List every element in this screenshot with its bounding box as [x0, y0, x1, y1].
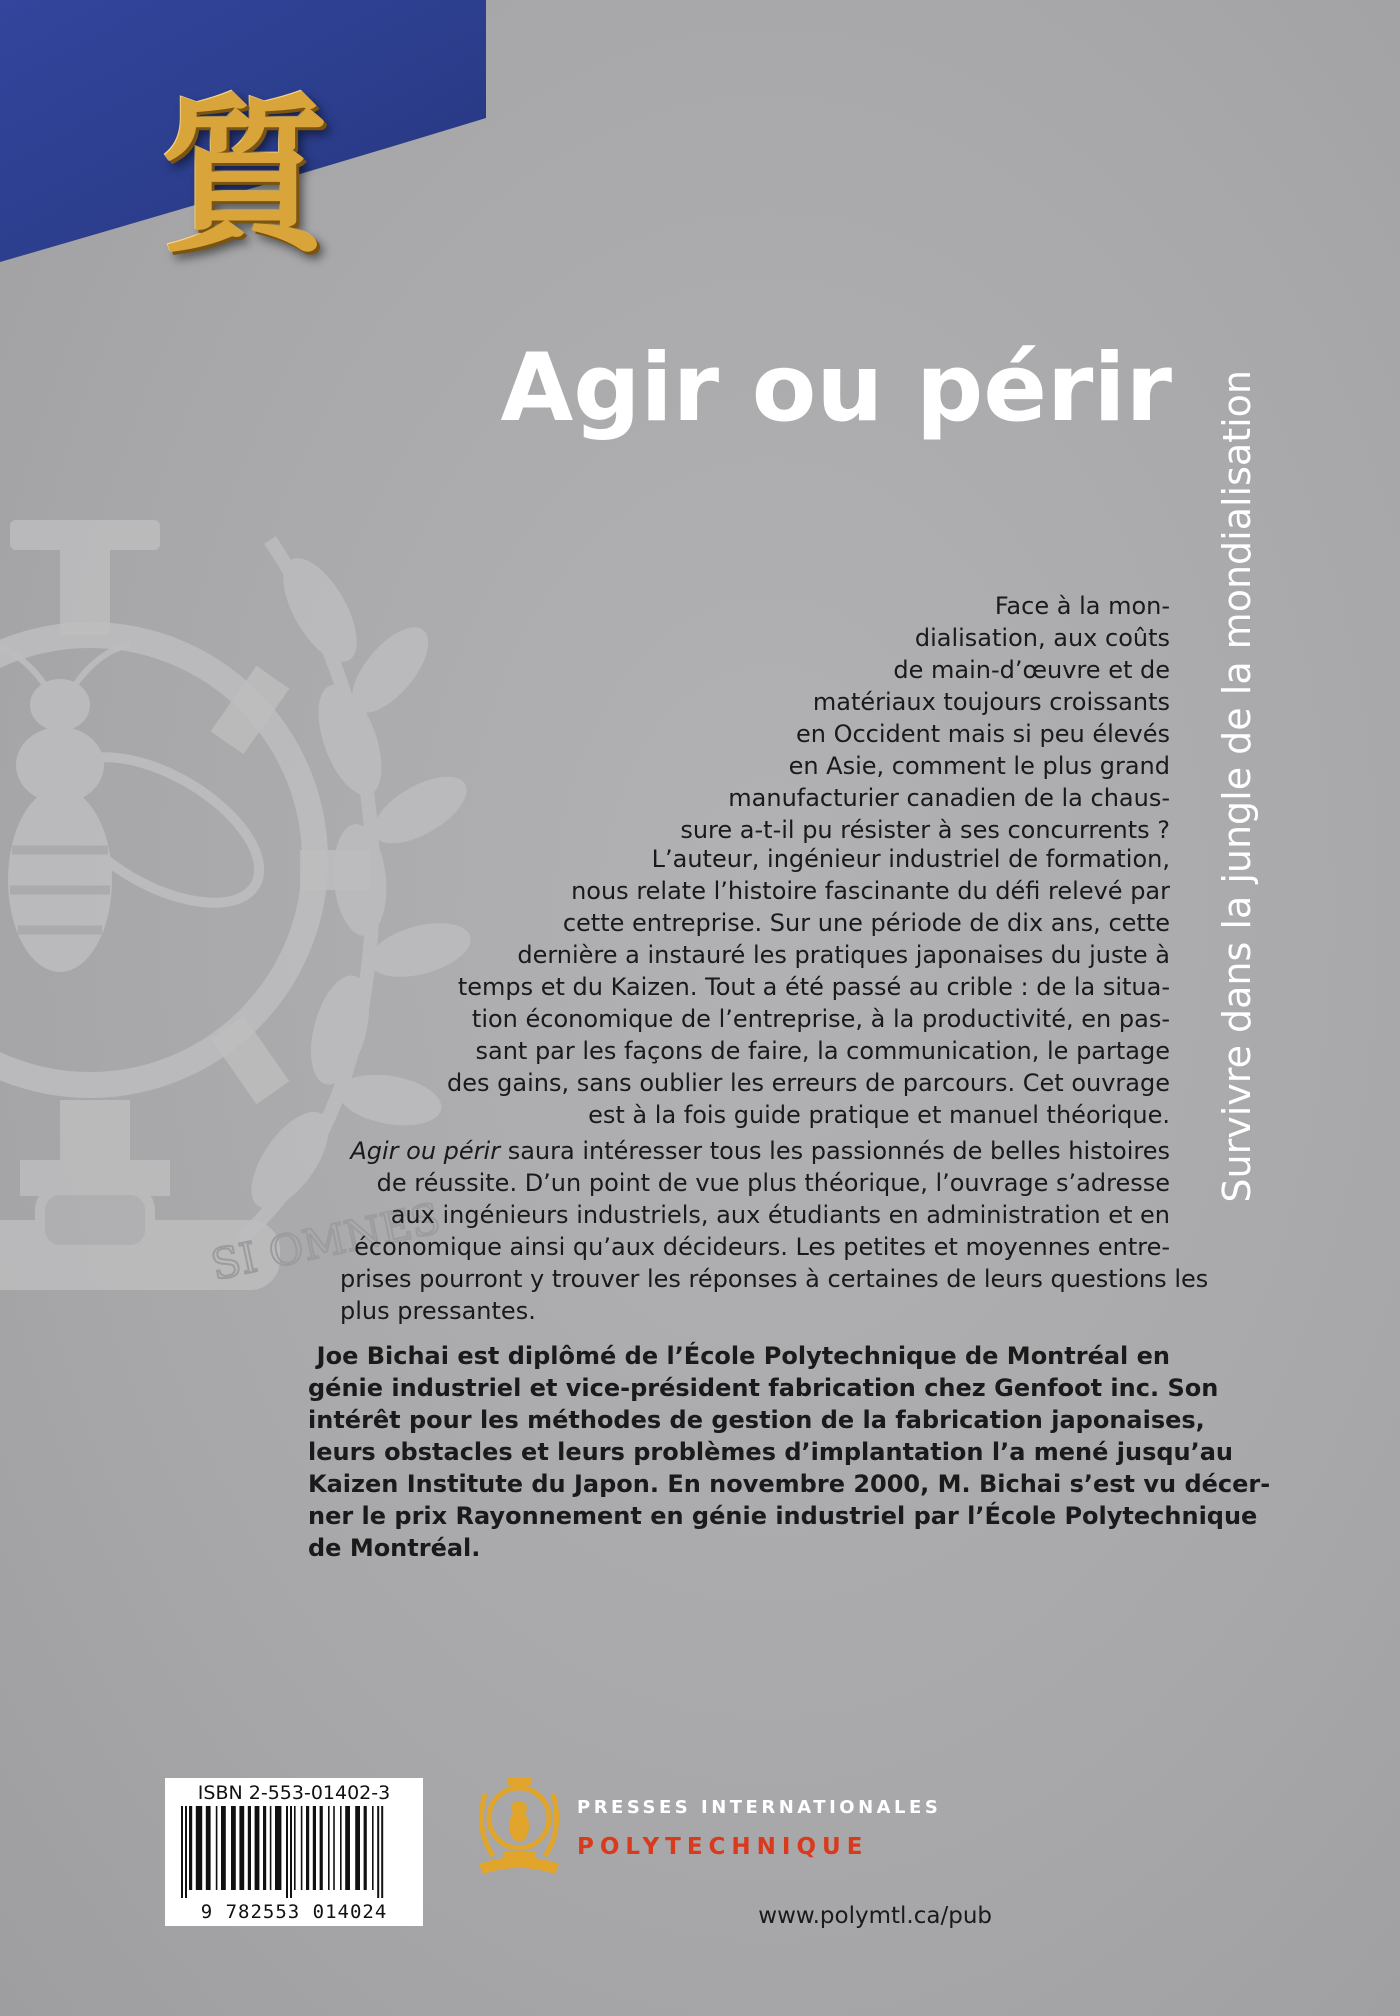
barcode-bar: [381, 1806, 383, 1898]
blurb-line: dialisation, aux coûts: [914, 624, 1170, 652]
blurb-line: de main-d’œuvre et de: [893, 656, 1170, 684]
barcode-bar: [270, 1806, 272, 1890]
seal-motto: SI OMNES: [206, 1193, 445, 1290]
book-title: Agir ou périr: [500, 334, 1172, 443]
barcode-bar: [313, 1806, 316, 1890]
isbn-barcode: [165, 1778, 423, 1926]
blurb-line: [340, 1135, 1170, 1167]
author-bio: [308, 1340, 1271, 1564]
barcode-bar: [290, 1806, 292, 1898]
barcode-bar: [275, 1806, 281, 1890]
bio-line: intérêt pour les méthodes de gestion de la fabrication japonaises,: [308, 1406, 1205, 1434]
barcode-bar: [364, 1806, 367, 1890]
blurb-line-rest: saura intéresser tous les passionnés de belles histoires: [500, 1137, 1170, 1165]
bio-line: ner le prix Rayonnement en génie industriel par l’École Polytechnique: [308, 1502, 1258, 1530]
barcode-bar: [328, 1806, 330, 1890]
barcode-bar: [294, 1806, 296, 1890]
bio-line: leurs obstacles et leurs problèmes d’implantation l’a mené jusqu’au: [308, 1438, 1234, 1466]
blurb-line: L’auteur, ingénieur industriel de formation,: [651, 845, 1170, 873]
barcode-bar: [263, 1806, 266, 1890]
blurb-line: sant par les façons de faire, la communication, le partage: [475, 1037, 1170, 1065]
blurb-line: manufacturier canadien de la chaus-: [728, 784, 1170, 812]
barcode-bar: [377, 1806, 379, 1898]
barcode-bar: [320, 1806, 323, 1890]
barcode-bar: [372, 1806, 374, 1890]
publisher-name-line-2: POLYTECHNIQUE: [577, 1834, 869, 1860]
barcode-bar: [185, 1806, 187, 1898]
barcode-bar: [181, 1806, 183, 1898]
barcode-bar: [216, 1806, 218, 1890]
blurb-line: en Occident mais si peu élevés: [795, 720, 1170, 748]
blurb-paragraph-3: [340, 1135, 1209, 1327]
blurb-line: dernière a instauré les pratiques japonaises du juste à: [517, 941, 1170, 969]
blurb-line: Face à la mon-: [994, 592, 1170, 620]
blurb-line: est à la fois guide pratique et manuel théorique.: [588, 1101, 1170, 1129]
barcode-bar: [221, 1806, 226, 1890]
blurb-line: temps et du Kaizen. Tout a été passé au crible : de la situa-: [457, 973, 1170, 1001]
blurb-line: matériaux toujours croissants: [812, 688, 1170, 716]
blurb-line: plus pressantes.: [340, 1297, 536, 1325]
barcode-bar: [206, 1806, 211, 1890]
blurb-line: sure a-t-il pu résister à ses concurrents ?: [680, 816, 1170, 844]
barcode-bar: [239, 1806, 244, 1890]
ean-number: 9 782553 014024: [200, 1901, 388, 1923]
title-reference: Agir ou périr: [350, 1137, 501, 1165]
blurb-line: aux ingénieurs industriels, aux étudiants en administration et en: [390, 1201, 1170, 1229]
bio-line: de Montréal.: [308, 1534, 481, 1562]
publisher-name-line-1: PRESSES INTERNATIONALES: [577, 1797, 942, 1818]
blurb-line: économique ainsi qu’aux décideurs. Les petites et moyennes entre-: [354, 1233, 1170, 1261]
book-subtitle: Survivre dans la jungle de la mondialisation: [1215, 370, 1259, 1203]
bio-line: Joe Bichai est diplômé de l’École Polytechnique de Montréal en: [316, 1342, 1170, 1370]
publisher-seal-logo: [473, 1774, 565, 1878]
barcode-bar: [355, 1806, 360, 1890]
blurb-line: en Asie, comment le plus grand: [788, 752, 1170, 780]
barcode-bar: [340, 1806, 342, 1890]
barcode-bar: [301, 1806, 303, 1890]
barcode-bar: [306, 1806, 309, 1890]
blurb-line: des gains, sans oublier les erreurs de parcours. Cet ouvrage: [447, 1069, 1170, 1097]
blurb-paragraph-2: [315, 843, 1170, 1131]
barcode-bar: [333, 1806, 335, 1890]
isbn-number: ISBN 2-553-01402-3: [197, 1782, 391, 1804]
blurb-line: prises pourront y trouver les réponses à certaines de leurs questions les: [340, 1265, 1209, 1293]
barcode-bar: [286, 1806, 288, 1898]
barcode-bar: [345, 1806, 350, 1890]
blurb-line: de réussite. D’un point de vue plus théorique, l’ouvrage s’adresse: [376, 1169, 1170, 1197]
bio-line: Kaizen Institute du Japon. En novembre 2000, M. Bichai s’est vu décer-: [308, 1470, 1271, 1498]
barcode-bar: [248, 1806, 251, 1890]
publisher-website-link[interactable]: www.polymtl.ca/pub: [758, 1903, 992, 1929]
kanji-quality-emblem: 質: [160, 77, 331, 277]
barcode-bar: [196, 1806, 202, 1890]
bio-line: génie industriel et vice-président fabrication chez Genfoot inc. Son: [308, 1374, 1219, 1402]
blurb-line: nous relate l’histoire fascinante du défi relevé par: [571, 877, 1170, 905]
blurb-line: cette entreprise. Sur une période de dix ans, cette: [562, 909, 1170, 937]
barcode-bars: [175, 1806, 413, 1898]
blurb-paragraph-1: [680, 590, 1170, 846]
barcode-bar: [189, 1806, 192, 1890]
blurb-line: tion économique de l’entreprise, à la productivité, en pas-: [471, 1005, 1170, 1033]
barcode-bar: [231, 1806, 236, 1890]
barcode-bar: [255, 1806, 260, 1890]
